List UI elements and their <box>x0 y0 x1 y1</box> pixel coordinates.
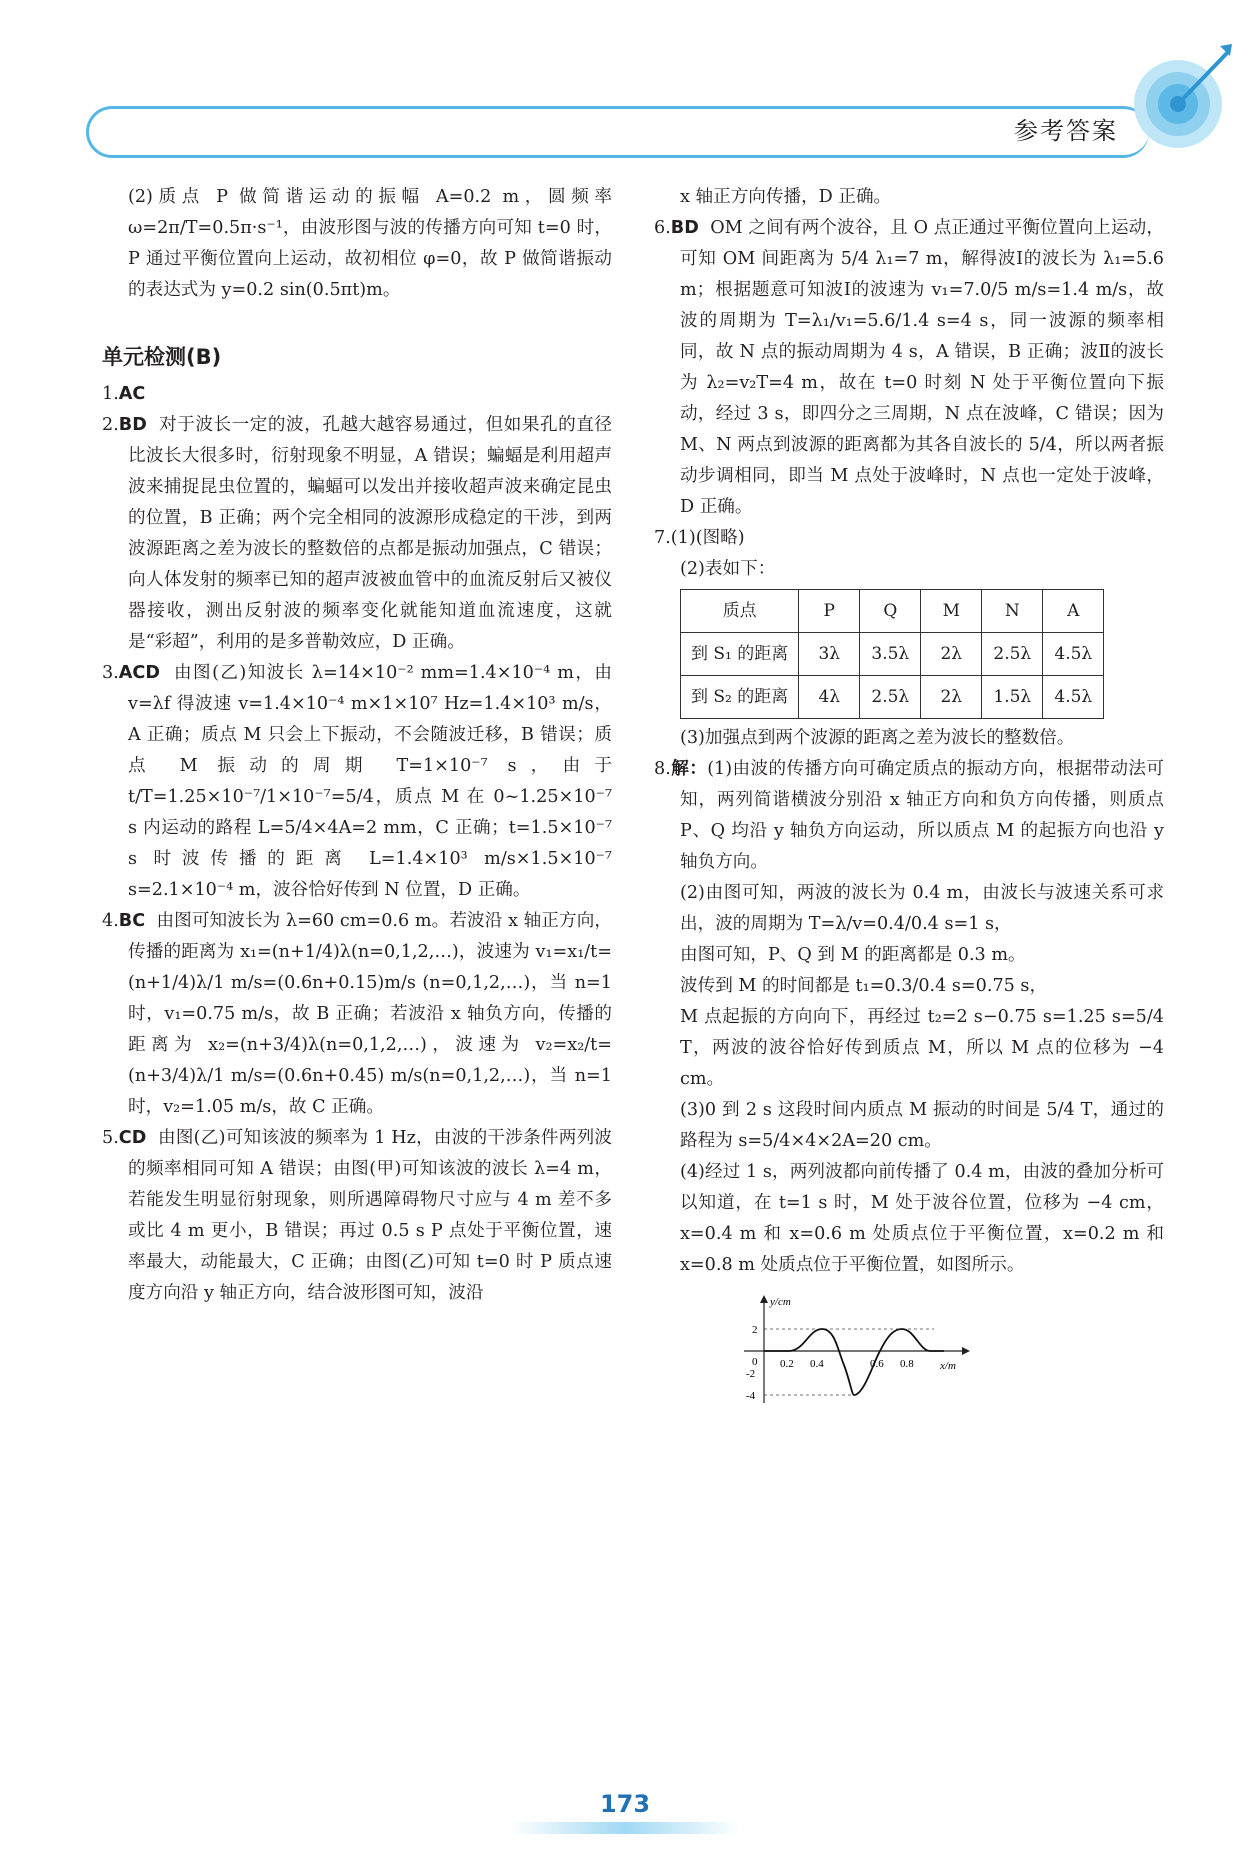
table-cell: 3.5λ <box>860 633 921 676</box>
table-cell: 1.5λ <box>982 676 1043 719</box>
right-column <box>654 182 1164 1422</box>
answer-key: ACD <box>118 663 160 683</box>
question-number: 8. <box>654 759 671 779</box>
origin-label: 0 <box>752 1356 758 1368</box>
table-cell: 2.5λ <box>982 633 1043 676</box>
table-cell: 到 S₂ 的距离 <box>681 676 799 719</box>
target-arrow-icon <box>1128 42 1240 154</box>
answer-key: AC <box>118 384 146 404</box>
table-header-cell: P <box>799 590 860 633</box>
question-number: 1. <box>102 384 119 404</box>
explanation-text: 对于波长一定的波，孔越大越容易通过，但如果孔的直径比波长大很多时，衍射现象不明显，A 错误；蝙蝠是利用超声波来捕捉昆虫位置的，蝙蝠可以发出并接收超声波来确定昆虫的位置，B 正确；两个完全相同的波源形成稳定的干涉，到两波源距离之差为波长的整数倍的点都是振动加强点，C 错误；向人体发射的频率已知的超声波被血管中的血流反射后又被仪器接收，测出反射波的频率变化就能知道血流速度，这就是“彩超”，利用的是多普勒效应，D 正确。 <box>128 415 612 652</box>
x-axis-label: x/m <box>940 1360 956 1372</box>
explanation-text: OM 之间有两个波谷，且 O 点正通过平衡位置向上运动，可知 OM 间距离为 5/4 λ₁=7 m，解得波Ⅰ的波长为 λ₁=5.6 m；根据题意可知波Ⅰ的波速为 v₁=7.0/5 m/s=1.4 m/s，故波的周期为 T=λ₁/v₁=5.6/1.4 s=4 s，同一波源的频率相同，故 N 点的振动周期为 4 s，A 错误，B 正确；波Ⅱ的波长为 λ₂=v₂T=4 m，故在 t=0 时刻 N 处于平衡位置向下振动，经过 3 s，即四分之三周期，N 点在波峰，C 错误；因为 M、N 两点到波源的距离都为其各自波长的 5/4，所以两者振动步调相同，即当 M 点处于波峰时，N 点也一定处于波峰，D 正确。 <box>680 218 1164 517</box>
page-header-title: 参考答案 <box>1014 117 1118 145</box>
y-tick-label: 2 <box>752 1324 758 1336</box>
question-1 <box>102 379 612 410</box>
question-number: 7. <box>654 528 671 548</box>
table-header-cell: M <box>921 590 982 633</box>
explanation-text: 由图(乙)可知该波的频率为 1 Hz，由波的干涉条件两列波的频率相同可知 A 错误；由图(甲)可知该波的波长 λ=4 m，若能发生明显衍射现象，则所遇障碍物尺寸应与 4 m 差不多或比 4 m 更小，B 错误；再过 0.5 s P 点处于平衡位置，速率最大，动能最大，C 正确；由图(乙)可知 t=0 时 P 质点速度方向沿 y 轴正方向，结合波形图可知，波沿 <box>128 1128 612 1303</box>
x-tick-label: 0.8 <box>900 1358 914 1370</box>
explanation-text: 由图(乙)知波长 λ=14×10⁻² mm=1.4×10⁻⁴ m，由 v=λf 得波速 v=1.4×10⁻⁴ m×1×10⁷ Hz=1.4×10³ m/s，A 正确；质点 M 只会上下振动，不会随波迁移，B 错误；质点 M 振动的周期 T=1×10⁻⁷ s，由于 t/T=1.25×10⁻⁷/1×10⁻⁷=5/4，质点 M 在 0~1.25×10⁻⁷ s 内运动的路程 L=5/4×4A=2 mm，C 正确；t=1.5×10⁻⁷ s 时波传播的距离 L=1.4×10³ m/s×1.5×10⁻⁷ s=2.1×10⁻⁴ m，波谷恰好传到 N 位置，D 正确。 <box>128 663 613 900</box>
table-header-cell: N <box>982 590 1043 633</box>
table-cell: 2λ <box>921 676 982 719</box>
question-number: 4. <box>102 911 119 931</box>
explanation-text: 由图可知波长为 λ=60 cm=0.6 m。若波沿 x 轴正方向，传播的距离为 x₁=(n+1/4)λ(n=0,1,2,…)，波速为 v₁=x₁/t=(n+1/4)λ/1 m/s=(0.6n+0.15)m/s (n=0,1,2,…)，当 n=1 时，v₁=0.75 m/s，故 B 正确；若波沿 x 轴负方向，传播的距离为 x₂=(n+3/4)λ(n=0,1,2,…)，波速为 v₂=x₂/t=(n+3/4)λ/1 m/s=(0.6n+0.45) m/s(n=0,1,2,…)，当 n=1 时，v₂=1.05 m/s，故 C 正确。 <box>128 911 613 1117</box>
table-header-row <box>681 590 1104 633</box>
answer-paragraph-intro: (2)质点 P 做简谐运动的振幅 A=0.2 m，圆频率 ω=2π/T=0.5π·s⁻¹，由波形图与波的传播方向可知 t=0 时，P 通过平衡位置向上运动，故初相位 φ=0，故 P 做简谐振动的表达式为 y=0.2 sin(0.5πt)m。 <box>128 187 612 300</box>
answer-key: CD <box>118 1128 147 1148</box>
explanation-text: (2)由图可知，两波的波长为 0.4 m，由波长与波速关系可求出，波的周期为 T=λ/v=0.4/0.4 s=1 s， <box>680 883 1164 934</box>
question-6 <box>654 213 1164 523</box>
explanation-text: 波传到 M 的时间都是 t₁=0.3/0.4 s=0.75 s， <box>680 976 1048 996</box>
question-number: 3. <box>102 663 119 683</box>
explanation-text: (4)经过 1 s，两列波都向前传播了 0.4 m，由波的叠加分析可以知道，在 t=1 s 时，M 处于波谷位置，位移为 −4 cm，x=0.4 m 和 x=0.6 m 处质点位于平衡位置，x=0.2 m 和 x=0.8 m 处质点位于平衡位置，如图所示。 <box>680 1162 1164 1275</box>
explanation-text: (1)(图略) <box>670 528 745 548</box>
table-cell: 4.5λ <box>1043 633 1104 676</box>
question-8 <box>654 754 1164 878</box>
distance-table <box>680 589 1104 719</box>
solution-label: 解： <box>670 759 708 779</box>
explanation-text: (1)由波的传播方向可确定质点的振动方向，根据带动法可知，两列简谐横波分别沿 x 轴正方向和负方向传播，则质点 P、Q 均沿 y 轴负方向运动，所以质点 M 的起振方向也沿 y 轴负方向。 <box>680 759 1164 872</box>
y-tick-label: -4 <box>746 1390 756 1402</box>
answer-key: BC <box>118 911 146 931</box>
question-5 <box>102 1123 612 1309</box>
answer-key: BD <box>670 218 699 238</box>
y-tick-label: -2 <box>746 1368 756 1380</box>
left-column <box>102 182 612 1309</box>
table-cell: 2λ <box>921 633 982 676</box>
table-row <box>681 633 1104 676</box>
question-5-continued: x 轴正方向传播，D 正确。 <box>680 187 892 207</box>
section-title: 单元检测(B) <box>102 345 222 369</box>
page-number: 173 <box>599 1790 651 1818</box>
explanation-text: M 点起振的方向向下，再经过 t₂=2 s−0.75 s=1.25 s=5/4 T，两波的波谷恰好传到质点 M，所以 M 点的位移为 −4 cm。 <box>680 1007 1164 1089</box>
question-number: 5. <box>102 1128 119 1148</box>
question-7 <box>654 523 1164 554</box>
table-row <box>681 676 1104 719</box>
explanation-text: (3)加强点到两个波源的距离之差为波长的整数倍。 <box>680 728 1075 748</box>
table-header-cell: 质点 <box>681 590 799 633</box>
y-axis-label: y/cm <box>770 1296 791 1308</box>
table-cell: 2.5λ <box>860 676 921 719</box>
answer-key: BD <box>118 415 147 435</box>
table-intro: (2)表如下： <box>680 559 776 579</box>
question-number: 2. <box>102 415 119 435</box>
table-header-cell: Q <box>860 590 921 633</box>
question-number: 6. <box>654 218 671 238</box>
explanation-text: 由图可知，P、Q 到 M 的距离都是 0.3 m。 <box>680 945 1026 965</box>
y-axis-arrow <box>760 1295 768 1303</box>
question-4 <box>102 906 612 1123</box>
x-tick-label: 0.6 <box>870 1358 884 1370</box>
question-3 <box>102 658 612 906</box>
x-tick-label: 0.4 <box>810 1358 824 1370</box>
x-axis-arrow <box>962 1347 970 1355</box>
table-cell: 4.5λ <box>1043 676 1104 719</box>
table-cell: 3λ <box>799 633 860 676</box>
x-tick-label: 0.2 <box>780 1358 794 1370</box>
explanation-text: (3)0 到 2 s 这段时间内质点 M 振动的时间是 5/4 T，通过的路程为 s=5/4×4×2A=20 cm。 <box>680 1100 1164 1151</box>
table-header-cell: A <box>1043 590 1104 633</box>
waveform-graph <box>734 1291 974 1411</box>
table-cell: 4λ <box>799 676 860 719</box>
table-cell: 到 S₁ 的距离 <box>681 633 799 676</box>
question-2 <box>102 410 612 658</box>
header-bar <box>86 106 1149 158</box>
page-number-decoration <box>510 1822 740 1834</box>
